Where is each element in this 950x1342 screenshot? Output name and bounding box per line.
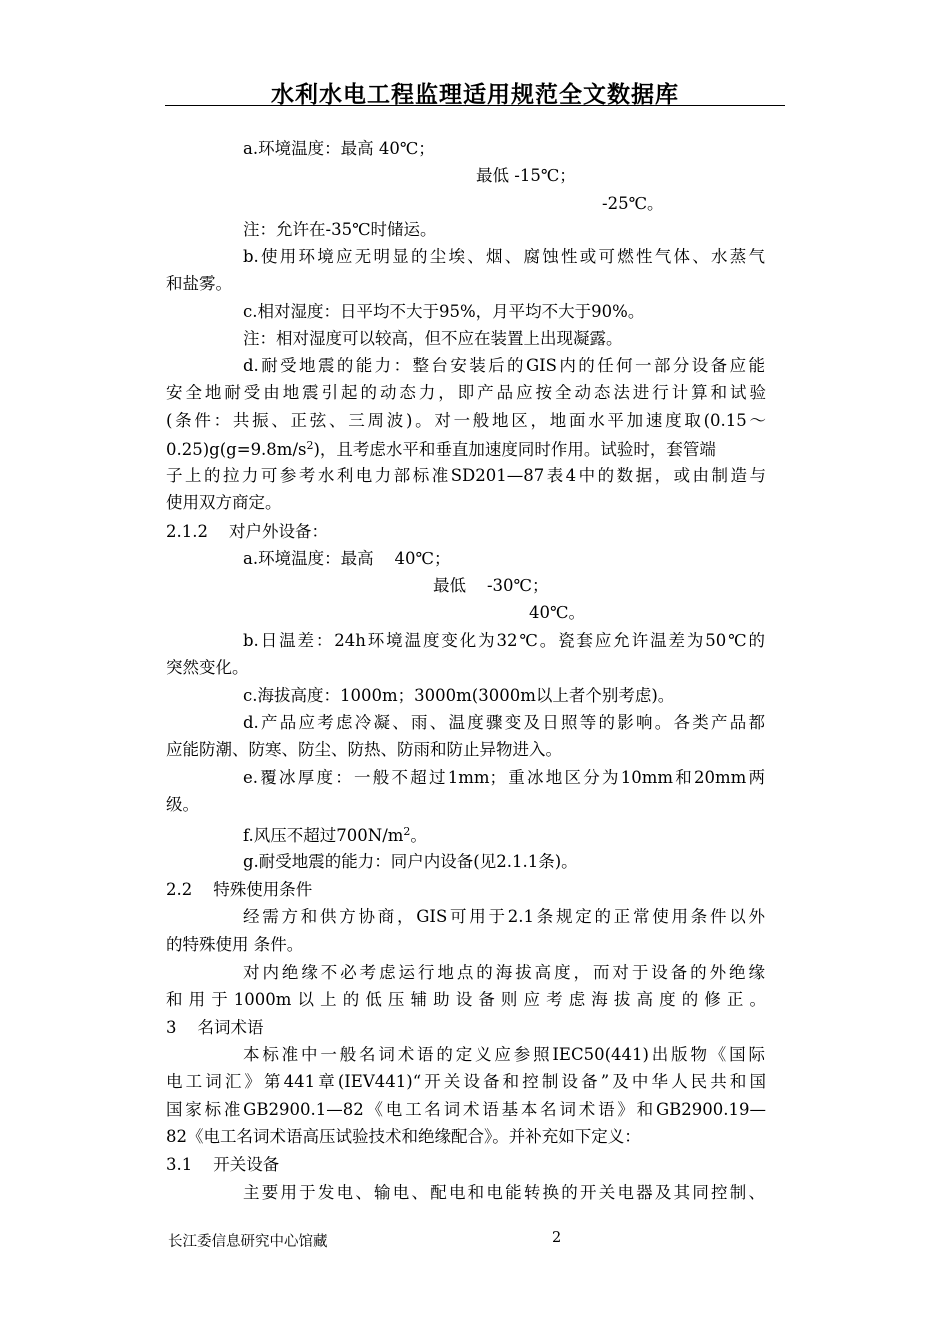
text-line: 级。 xyxy=(166,795,199,814)
text-line: 经需方和供方协商，GIS可用于2.1条规定的正常使用条件以外 xyxy=(243,907,765,926)
text-line: a.环境温度：最高 40℃； xyxy=(243,549,451,568)
text-line: e.覆冰厚度：一般不超过1mm；重冰地区分为10mm和20mm两 xyxy=(243,768,765,787)
text-line: b.使用环境应无明显的尘埃、烟、腐蚀性或可燃性气体、水蒸气 xyxy=(243,247,765,266)
text-line: 使用双方商定。 xyxy=(166,493,282,512)
text-line: 子上的拉力可参考水利电力部标准SD201—87表4中的数据，或由制造与 xyxy=(166,466,766,485)
section-heading: 3.1 开关设备 xyxy=(166,1155,280,1174)
text-line: 突然变化。 xyxy=(166,658,249,677)
text-line: b.日温差：24h环境温度变化为32℃。瓷套应允许温差为50℃的 xyxy=(243,631,765,650)
text-line: 最低 -30℃； xyxy=(433,576,549,595)
text-line: g.耐受地震的能力：同户内设备(见2.1.1条)。 xyxy=(243,852,578,871)
text-line: 主要用于发电、输电、配电和电能转换的开关电器及其同控制、 xyxy=(243,1183,765,1202)
superscript: 2 xyxy=(403,825,411,838)
page-number: 2 xyxy=(552,1230,562,1246)
text-line: 和用于1000m以上的低压辅助设备则应考虑海拔高度的修正。 xyxy=(166,990,766,1009)
text-line: 国家标准GB2900.1—82《电工名词术语基本名词术语》和GB2900.19— xyxy=(166,1100,766,1119)
text-segment: 。 xyxy=(410,826,427,845)
header-rule xyxy=(165,105,785,106)
text-line: 和盐雾。 xyxy=(166,274,232,293)
text-line: 本标准中一般名词术语的定义应参照IEC50(441)出版物《国际 xyxy=(243,1045,765,1064)
text-line: 最低 -15℃； xyxy=(476,166,576,185)
text-line: d.产品应考虑冷凝、雨、温度骤变及日照等的影响。各类产品都 xyxy=(243,713,765,732)
text-line: 注：相对湿度可以较高，但不应在装置上出现凝露。 xyxy=(243,329,623,348)
section-heading: 2.2 特殊使用条件 xyxy=(166,880,313,899)
text-segment: f.风压不超过700N/m xyxy=(243,826,404,845)
text-line: 注：允许在-35℃时储运。 xyxy=(243,220,437,239)
text-line xyxy=(243,822,843,850)
text-line: (条件：共振、正弦、三周波)。对一般地区，地面水平加速度取(0.15～ xyxy=(166,411,766,430)
superscript: 2 xyxy=(306,439,314,452)
text-line: 的特殊使用 条件。 xyxy=(166,935,304,954)
text-line: -25℃。 xyxy=(602,194,664,213)
text-line: 82《电工名词术语高压试验技术和绝缘配合》。并补充如下定义： xyxy=(166,1127,641,1146)
section-heading: 2.1.2 对户外设备： xyxy=(166,522,328,541)
text-line: 40℃。 xyxy=(529,603,585,622)
text-line: 应能防潮、防寒、防尘、防热、防雨和防止异物进入。 xyxy=(166,740,562,759)
text-line: a.环境温度：最高 40℃； xyxy=(243,139,435,158)
text-line: 安全地耐受由地震引起的动态力，即产品应按全动态法进行计算和试验 xyxy=(166,383,766,402)
text-segment: 0.25)g(g=9.8m/s xyxy=(166,440,307,459)
text-line: c.海拔高度：1000m；3000m(3000m以上者个别考虑)。 xyxy=(243,686,675,705)
page-header-title: 水利水电工程监理适用规范全文数据库 xyxy=(271,82,679,108)
section-heading: 3 名词术语 xyxy=(166,1018,264,1037)
text-line: c.相对湿度：日平均不大于95%，月平均不大于90%。 xyxy=(243,302,645,321)
text-line: 对内绝缘不必考虑运行地点的海拔高度，而对于设备的外绝缘 xyxy=(243,963,765,982)
text-line: d.耐受地震的能力：整台安装后的GIS内的任何一部分设备应能 xyxy=(243,356,765,375)
text-line: 电工词汇》第441章(IEV441)“开关设备和控制设备”及中华人民共和国 xyxy=(166,1072,766,1091)
footer-source: 长江委信息研究中心馆藏 xyxy=(168,1234,328,1250)
text-line xyxy=(166,436,766,464)
text-segment: )，且考虑水平和垂直加速度同时作用。试验时，套管端 xyxy=(313,440,716,459)
